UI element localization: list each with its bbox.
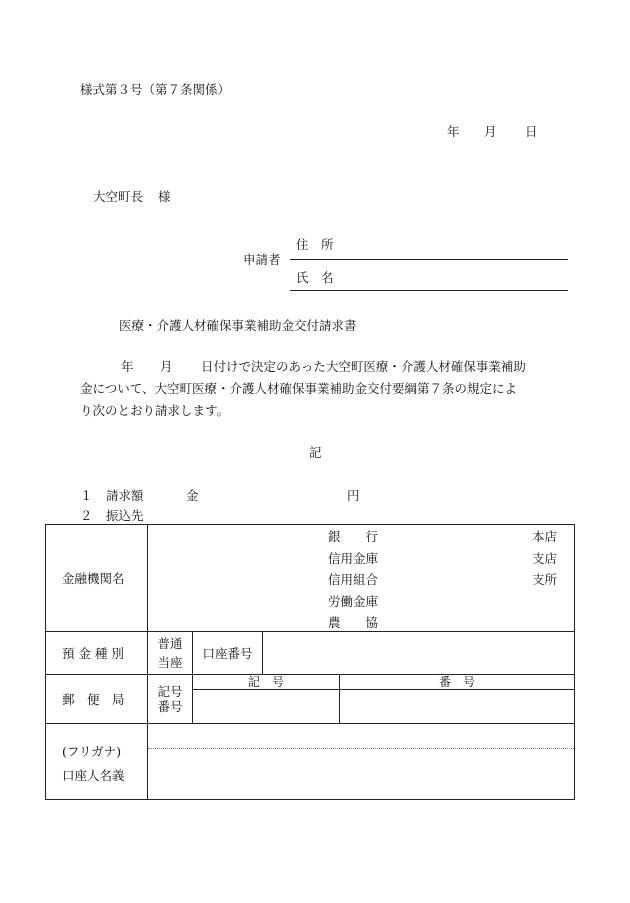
holder-row [46,724,575,800]
bango-label: 番号 [157,699,183,714]
deposit-options[interactable] [148,632,193,675]
bank-type-shinkumi: 信用組合 [328,572,379,587]
item2-label: 振込先 [106,508,144,523]
body-year: 年 [121,359,134,374]
post-office-label: 郵 便 局 [46,675,148,724]
deposit-row [46,632,575,675]
deposit-option-toza[interactable]: 当座 [157,655,183,670]
body-line1: 日付けで決定のあった大空町医療・介護人材確保事業補助 [201,359,526,374]
address-line [290,259,568,260]
branch-type-honten: 本店 [532,529,558,544]
body-line2: 金について、大空町医療・介護人材確保事業補助金交付要綱第７条の規定によ [80,381,518,396]
bango-field[interactable] [340,690,575,724]
form-id: 様式第３号（第７条関係） [80,82,231,97]
holder-label-cell [46,724,148,800]
addressee-honorific: 様 [158,189,171,204]
kigo-header: 記 号 [193,675,340,690]
document-title: 医療・介護人材確保事業補助金交付請求書 [119,318,357,333]
furigana-divider [148,748,574,749]
kigo-field[interactable] [193,690,340,724]
bango-header: 番 号 [340,675,575,690]
item1-label: 請求額 [106,488,144,503]
branch-type-shiten: 支店 [532,551,558,566]
kigo-label: 記号 [157,684,183,699]
item1-kin: 金 [186,488,199,503]
item2-number: ２ [80,508,93,523]
bank-field[interactable] [148,525,575,632]
branch-type-shisho: 支所 [532,572,558,587]
deposit-label: 預 金 種 別 [46,632,148,675]
account-number-field[interactable] [263,632,575,675]
furigana-label: (フリガナ) [62,743,122,759]
applicant-label: 申請者 [243,252,281,267]
date-day: 日 [525,124,538,139]
bank-label: 金融機関名 [46,525,148,632]
item1-yen: 円 [347,488,360,503]
bank-row [46,525,575,632]
post-header-row [46,675,575,690]
bank-type-nokyo: 農 協 [328,615,379,630]
body-line3: り次のとおり請求します。 [80,403,230,418]
address-label: 住 所 [296,237,334,252]
deposit-option-futsu[interactable]: 普通 [157,635,183,651]
item1-number: １ [80,488,93,503]
bank-type-shinkin: 信用金庫 [328,551,379,566]
body-month: 月 [160,359,173,374]
date-month: 月 [484,124,497,139]
addressee-name: 大空町長 [93,189,144,204]
ki-heading: 記 [309,445,322,460]
holder-field[interactable] [148,724,575,800]
transfer-table [45,524,575,800]
bank-type-rokin: 労働金庫 [328,594,379,609]
account-number-label: 口座番号 [193,632,263,675]
name-label: 氏 名 [296,270,334,285]
holder-label: 口座人名義 [62,767,125,783]
date-year: 年 [447,124,460,139]
kigo-bango-label [148,675,193,724]
name-line [290,290,568,291]
bank-type-ginko: 銀 行 [328,529,379,544]
